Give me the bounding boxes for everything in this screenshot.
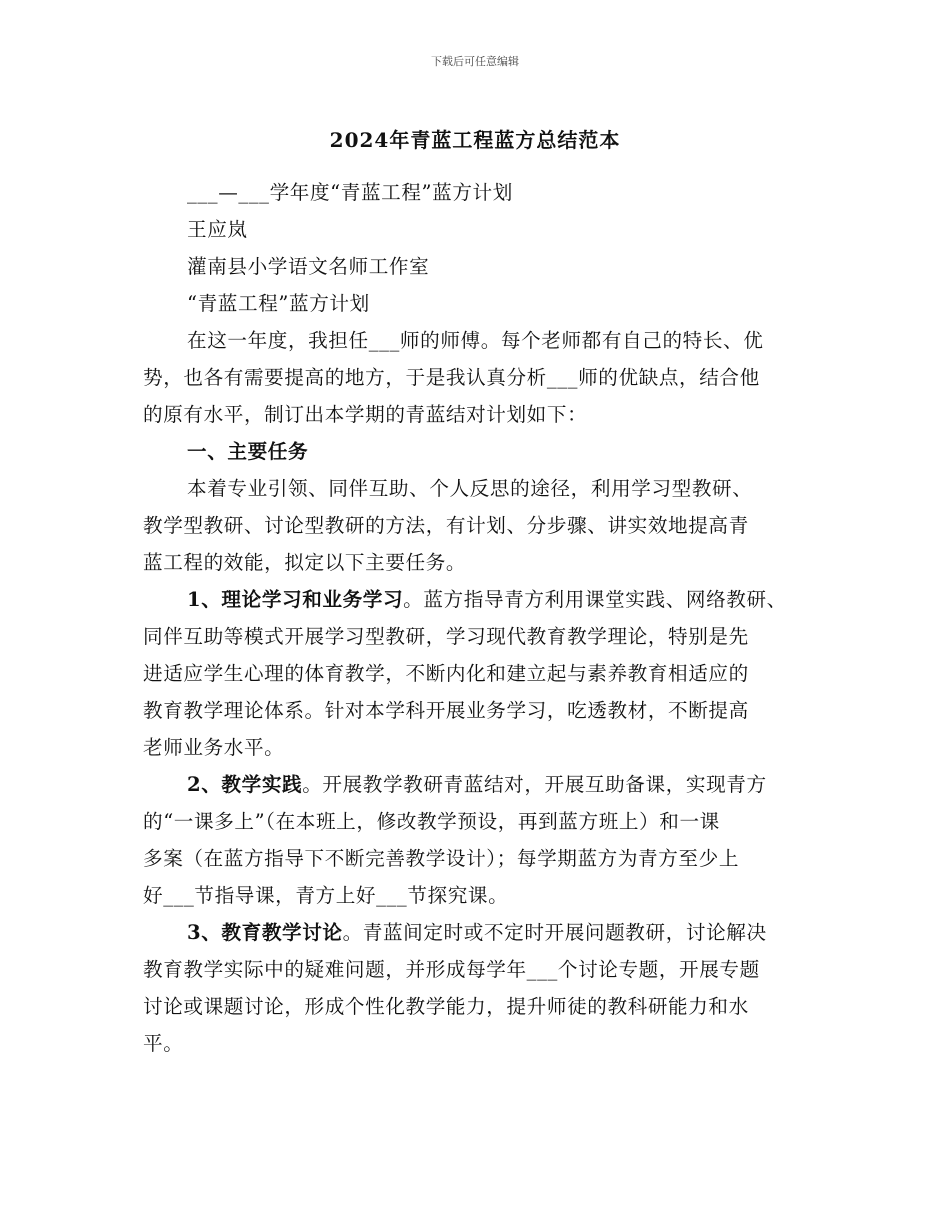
author-name: 王应岚 — [187, 218, 248, 241]
paragraph-line: 教育教学实际中的疑难问题，并形成每学年___个讨论专题，开展专题 — [143, 958, 760, 981]
item-heading: 3、教育教学讨论 — [187, 921, 343, 944]
item-text: 。蓝方指导青方利用课堂实践、网络教研、 — [403, 588, 787, 611]
plan-heading: “青蓝工程”蓝方计划 — [187, 292, 370, 315]
section-heading: 一、主要任务 — [187, 440, 309, 463]
item-text: 。开展教学教研青蓝结对，开展互助备课，实现青方 — [302, 773, 767, 796]
paragraph-line — [187, 768, 867, 797]
paragraph-line: 教育教学理论体系。针对本学科开展业务学习，吃透教材，不断提高 — [143, 699, 749, 722]
paragraph-line: 本着专业引领、同伴互助、个人反思的途径，利用学习型教研、 — [187, 477, 753, 500]
paragraph-line: 老师业务水平。 — [143, 736, 285, 759]
paragraph-line: 平。 — [143, 1032, 184, 1055]
subtitle-line: ___—___学年度“青蓝工程”蓝方计划 — [187, 181, 513, 204]
item-heading: 1、理论学习和业务学习 — [187, 588, 404, 611]
paragraph-line: 同伴互助等模式开展学习型教研，学习现代教育教学理论，特别是先 — [143, 625, 749, 648]
paragraph-line: 蓝工程的效能，拟定以下主要任务。 — [143, 551, 467, 574]
item-text: 。青蓝间定时或不定时开展问题教研，讨论解决 — [342, 921, 767, 944]
paragraph-line: 势，也各有需要提高的地方，于是我认真分析___师的优缺点，结合他 — [143, 366, 760, 389]
paragraph-line — [187, 916, 867, 945]
item-heading: 2、教学实践 — [187, 773, 303, 796]
document-title: 2024年青蓝工程蓝方总结范本 — [329, 128, 621, 152]
paragraph-line: 进适应学生心理的体育教学，不断内化和建立起与素养教育相适应的 — [143, 662, 749, 685]
paragraph-line: 的“一课多上”（在本班上，修改教学预设，再到蓝方班上）和一课 — [143, 810, 720, 833]
paragraph-line: 多案（在蓝方指导下不断完善教学设计）；每学期蓝方为青方至少上 — [143, 847, 740, 870]
paragraph-line: 教学型教研、讨论型教研的方法，有计划、分步骤、讲实效地提高青 — [143, 514, 749, 537]
author-organization: 灌南县小学语文名师工作室 — [187, 255, 430, 278]
paragraph-line: 讨论或课题讨论，形成个性化教学能力，提升师徒的教科研能力和水 — [143, 995, 749, 1018]
page-header: 下载后可任意编辑 — [431, 55, 519, 68]
paragraph-line: 好___节指导课，青方上好___节探究课。 — [143, 884, 509, 907]
paragraph-line: 在这一年度，我担任___师的师傅。每个老师都有自己的特长、优 — [187, 329, 764, 352]
paragraph-line — [187, 583, 867, 612]
paragraph-line: 的原有水平，制订出本学期的青蓝结对计划如下： — [143, 403, 588, 426]
